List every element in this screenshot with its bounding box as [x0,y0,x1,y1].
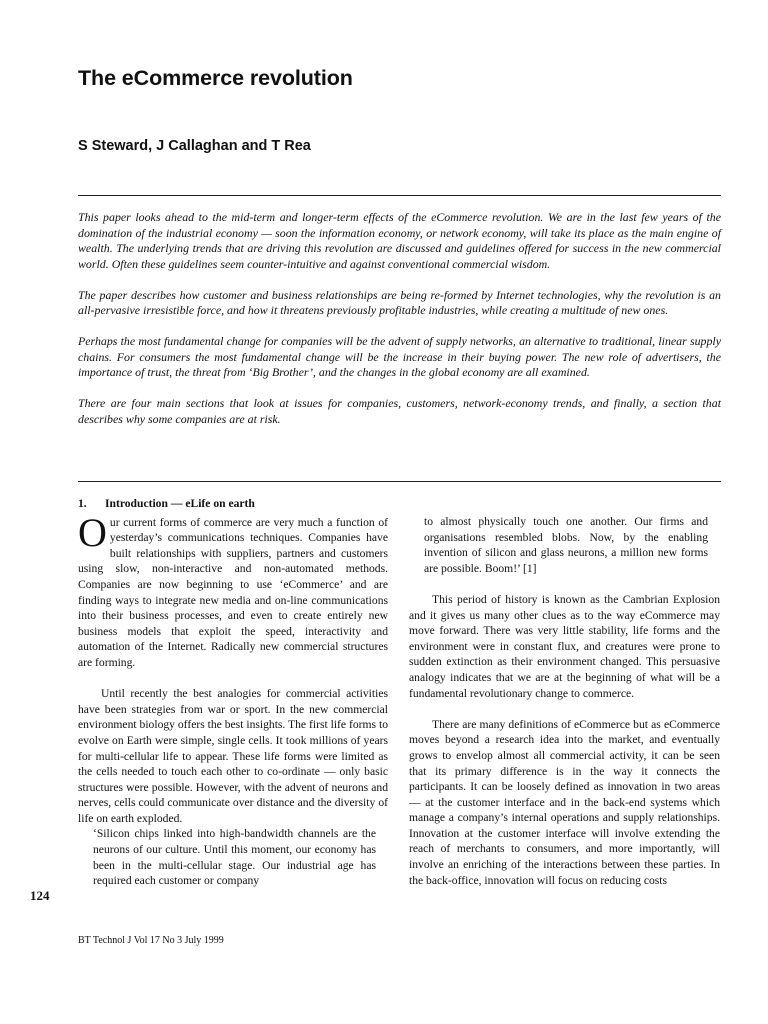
left-column [78,496,388,889]
block-quote-start: ‘Silicon chips linked into high-bandwidth channels are the neurons of our culture. Until this moment, our economy has been in the multi-cellular stage. Our industrial age has required each customer or company [93,827,376,888]
drop-cap: O [78,509,107,555]
journal-footer: BT Technol J Vol 17 No 3 July 1999 [78,935,224,946]
block-quote-end: to almost physically touch one another. Our firms and organisations resembled blobs. Now, by the enabling invention of silicon and glass neurons, a million new forms are possible. Boom!’ [1] [424,515,708,575]
section-number: 1. [78,497,87,510]
abstract-bottom-rule [78,481,721,482]
article-authors: S Steward, J Callaghan and T Rea [78,138,311,154]
body-paragraph: Until recently the best analogies for commercial activities have been strategies from war or sport. In the new commercial environment biology offers the best insights. The first life forms to evolve on Earth were simple, single cells. It took millions of years for multi-cellular life to appear. These life forms were limited as the cells needed to touch each other to co-ordinate — only basic structures were possible. However, with the advent of neurons and nerves, cells could communicate over distance and the diversity of life on earth exploded. [78,687,388,825]
abstract-paragraph: The paper describes how customer and business relationships are being re-formed by Internet technologies, why the revolution is an all-pervasive irresistible force, and how it threatens previously profitable industries, while creating a multitude of new ones. [78,287,721,317]
section-title: Introduction — eLife on earth [105,497,255,510]
article-title: The eCommerce revolution [78,66,353,90]
body-paragraph: This period of history is known as the Cambrian Explosion and it gives us many other clues as to the way eCommerce may move forward. There was very little stability, life forms and the environment were in constant flux, and creatures were prone to sudden extinction as their environment changed. This persuasive analogy indicates that we are at the beginning of what will be a fundamental revolutionary change to commerce. [409,592,720,700]
abstract-top-rule [78,195,721,196]
right-column [409,514,720,888]
intro-paragraph [78,509,388,671]
abstract-paragraph: Perhaps the most fundamental change for companies will be the advent of supply networks, an alternative to traditional, linear supply chains. For consumers the most fundamental change will be the increase in their buying power. The new role of advertisers, the importance of trust, the threat from ‘Big Brother’, and the changes in the global economy are all examined. [78,334,721,379]
intro-paragraph-text: ur current forms of commerce are very much a function of yesterday’s communications techniques. Companies have built relationships with suppliers, partners and customers using slow, non-interactive and non-automated methods. Companies are now beginning to use ‘eCommerce’ and are finding ways to integrate new media and on-line communications into their business processes, and even to create entirely new business models that exploit the speed, interactivity and automation of the Internet. Radically new commercial structures are forming. [78,515,388,669]
abstract [78,210,721,427]
page-number: 124 [30,888,50,903]
abstract-paragraph: This paper looks ahead to the mid-term and longer-term effects of the eCommerce revolution. We are in the last few years of the domination of the industrial economy — soon the information economy, or network economy, will take its place as the main engine of wealth. The underlying trends that are driving this revolution are discussed and guidelines offered for success in the new commercial world. Often these guidelines seem counter-intuitive and against conventional commercial wisdom. [78,210,721,271]
section-heading [78,496,388,512]
body-paragraph: There are many definitions of eCommerce but as eCommerce moves beyond a research idea into the market, and eventually grows to envelop almost all commercial activity, it can be seen that its primary difference is in the way it connects the participants. It can be loosely defined as innovation in two areas — at the customer interface and in the back-end systems which manage a company’s internal operations and supply relationships. Innovation at the customer interface will involve extending the reach of merchants to consumers, and more importantly, will involve an enriching of the interactions between these parties. In the back-office, innovation will focus on reducing costs [409,717,720,887]
abstract-paragraph: There are four main sections that look at issues for companies, customers, network-economy trends, and finally, a section that describes why some companies are at risk. [78,396,721,426]
